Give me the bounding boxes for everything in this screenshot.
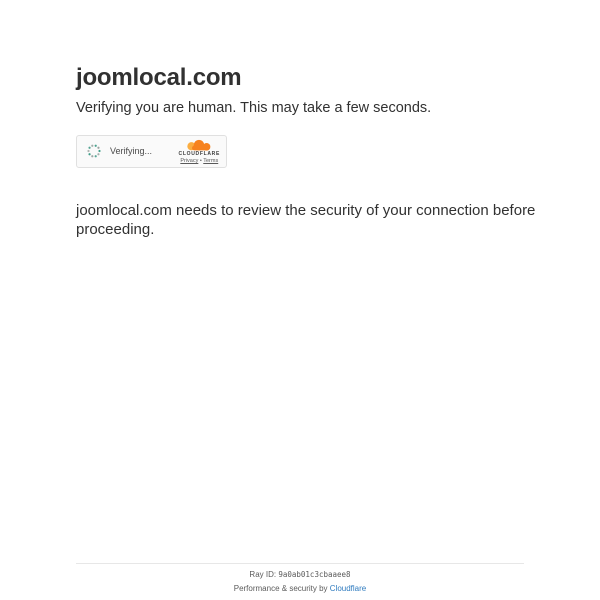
ray-id-line: [76, 570, 524, 579]
page-title: joomlocal.com: [76, 64, 242, 91]
turnstile-widget: [76, 135, 227, 168]
dot-separator: •: [199, 158, 202, 165]
challenge-footer: [76, 563, 524, 593]
ray-id-label: Ray ID:: [249, 570, 279, 579]
spinner-icon: [86, 143, 102, 159]
performance-text: Performance & security by: [233, 584, 330, 593]
performance-line: [76, 584, 524, 593]
security-review-text: joomlocal.com needs to review the security of your connection before proceeding.: [76, 201, 536, 238]
challenge-main-content: [76, 0, 536, 254]
privacy-link[interactable]: Privacy: [180, 158, 199, 165]
cloudflare-footer-link[interactable]: Cloudflare: [329, 584, 367, 593]
ray-id-value: 9a0ab01c3cbaaee8: [278, 570, 351, 579]
verifying-status-label: Verifying...: [110, 146, 153, 157]
cloudflare-logo-icon: [185, 138, 213, 151]
terms-link[interactable]: Terms: [203, 158, 219, 165]
widget-legal-links: [180, 159, 218, 165]
cloudflare-branding: [179, 138, 220, 165]
cloudflare-brand-label: CLOUDFLARE: [178, 151, 220, 158]
verification-subtitle: Verifying you are human. This may take a few seconds.: [76, 99, 432, 116]
